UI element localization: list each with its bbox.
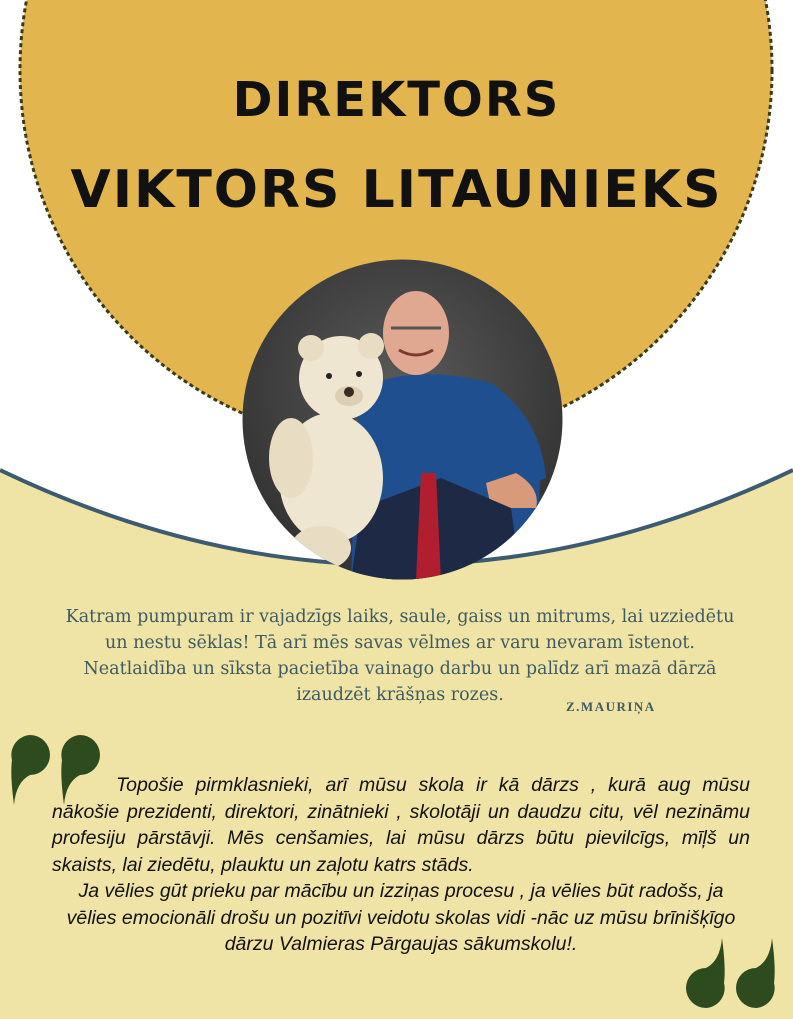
message-paragraph-1: Topošie pirmklasnieki, arī mūsu skola ir kā dārzs , kurā aug mūsu nākošie prezidenti, direktori, zinātnieki , skolotāji un daudzu citu, vēl nezināmu profesiju pārstāvji. Mēs cenšamies, lai mūsu dārzs būtu pievilcīgs, mīļš un skaists, lai ziedētu, plauktu un zaļotu katrs stāds. bbox=[52, 774, 750, 876]
page-title-line2: VIKTORS LITAUNIEKS bbox=[70, 160, 723, 220]
message-paragraph-2: Ja vēlies gūt prieku par mācību un izziņas procesu , ja vēlies būt radošs, ja vēlies emocionāli drošu un pozitīvi veidotu skolas vidi -nāc uz mūsu brīnišķīgo dārzu Valmieras Pārgaujas sākumskolu!. bbox=[66, 880, 736, 955]
page-title-line1: DIREKTORS bbox=[232, 72, 561, 128]
epigraph-text: Katram pumpuram ir vajadzīgs laiks, saule, gaiss un mitrums, lai uzziedētu un nestu sēklas! Tā arī mēs savas vēlmes ar varu nevaram īstenot. Neatlaidība un sīksta pacietība vainago darbu un palīdz arī mazā dārzā izaudzēt krāšņas rozes. bbox=[65, 607, 735, 705]
director-photo bbox=[241, 258, 564, 581]
director-message bbox=[52, 772, 750, 958]
epigraph-author: Z.MAURIŅA bbox=[566, 699, 656, 714]
